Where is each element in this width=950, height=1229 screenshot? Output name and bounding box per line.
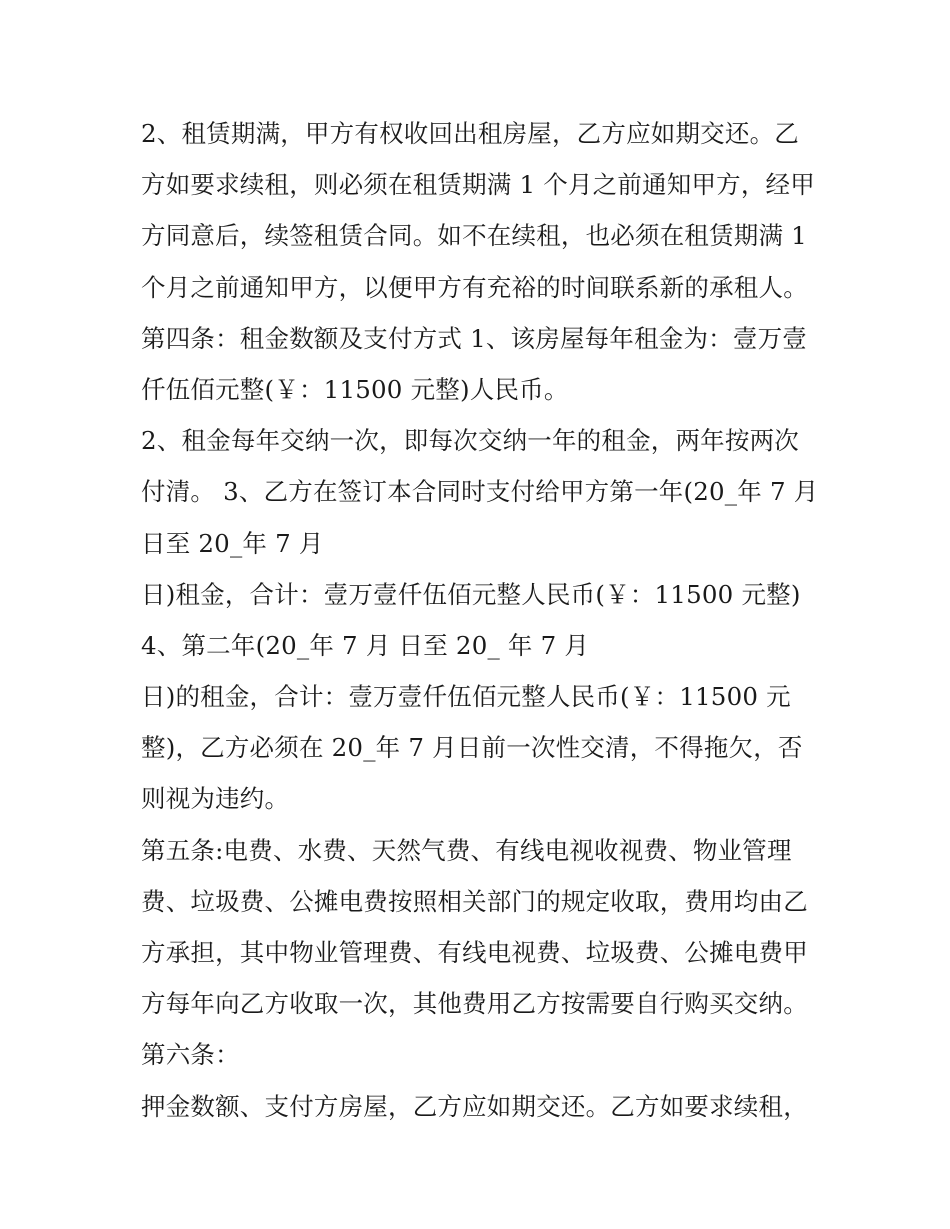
text-line: 整)，乙方必须在 20_年 7 月日前一次性交清，不得拖欠，否 — [141, 733, 803, 763]
text-line: 方每年向乙方收取一次，其他费用乙方按需要自行购买交纳。 — [141, 989, 808, 1019]
text-line: 方同意后，续签租赁合同。如不在续租，也必须在租赁期满 1 — [141, 221, 807, 251]
text-line: 方承担，其中物业管理费、有线电视费、垃圾费、公摊电费甲 — [141, 938, 808, 967]
text-line: 第五条:电费、水费、天然气费、有线电视收视费、物业管理 — [141, 835, 792, 865]
text-line: 方如要求续租，则必须在租赁期满 1 个月之前通知甲方，经甲 — [141, 170, 815, 200]
document-body — [141, 108, 841, 1132]
text-line: 2、租赁期满，甲方有权收回出租房屋，乙方应如期交还。乙 — [141, 119, 799, 148]
text-line: 日)租金，合计：壹万壹仟伍佰元整人民币(￥：11500 元整) — [141, 579, 801, 609]
text-line: 费、垃圾费、公摊电费按照相关部门的规定收取，费用均由乙 — [141, 886, 808, 916]
text-line: 第四条：租金数额及支付方式 1、该房屋每年租金为：壹万壹 — [141, 323, 807, 353]
text-line: 仟伍佰元整(￥：11500 元整)人民币。 — [141, 374, 569, 404]
text-line: 第六条： — [141, 1040, 240, 1070]
text-line: 则视为违约。 — [141, 784, 290, 814]
text-line: 个月之前通知甲方，以便甲方有充裕的时间联系新的承租人。 — [141, 272, 808, 302]
text-line: 4、第二年(20_年 7 月 日至 20_ 年 7 月 — [141, 630, 590, 660]
text-line: 付清。 3、乙方在签订本合同时支付给甲方第一年(20_年 7 月 — [141, 477, 819, 507]
text-line: 日至 20_年 7 月 — [141, 528, 324, 558]
text-line: 日)的租金，合计：壹万壹仟伍佰元整人民币(￥：11500 元 — [141, 682, 791, 712]
text-line: 2、租金每年交纳一次，即每次交纳一年的租金，两年按两次 — [141, 426, 799, 456]
text-line: 押金数额、支付方房屋，乙方应如期交还。乙方如要求续租， — [141, 1091, 808, 1121]
